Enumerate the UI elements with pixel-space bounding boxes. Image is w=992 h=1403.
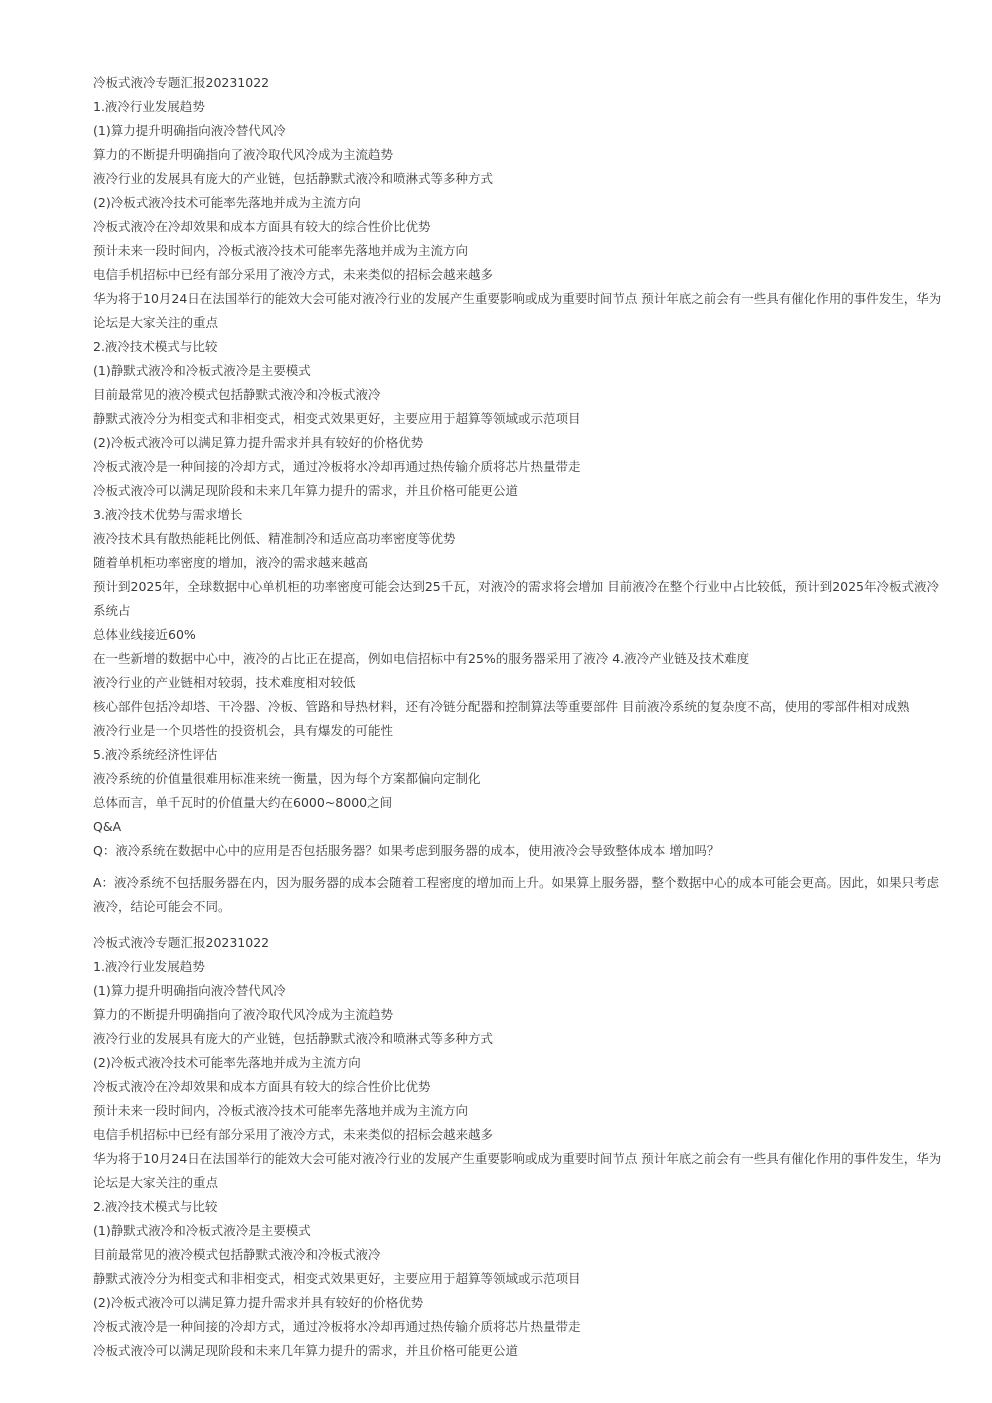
text-line: 3.液冷技术优势与需求增长 <box>93 507 243 522</box>
text-line: (1)静默式液冷和冷板式液冷是主要模式 <box>93 363 311 378</box>
text-line: 目前最常见的液冷模式包括静默式液冷和冷板式液冷 <box>93 387 381 402</box>
text-line: 液冷行业的产业链相对较弱，技术难度相对较低 <box>93 675 356 690</box>
text-line: 核心部件包括冷却塔、干冷器、冷板、管路和导热材料，还有冷链分配器和控制算法等重要部件 目前液冷系统的复杂度不高，使用的零部件相对成熟 <box>93 699 910 714</box>
text-line: 冷板式液冷可以满足现阶段和未来几年算力提升的需求，并且价格可能更公道 <box>93 1343 519 1358</box>
text-line: 1.液冷行业发展趋势 <box>93 99 205 114</box>
text-line: 2.液冷技术模式与比较 <box>93 339 218 354</box>
text-line: 目前最常见的液冷模式包括静默式液冷和冷板式液冷 <box>93 1247 381 1262</box>
text-line: 液冷行业的发展具有庞大的产业链，包括静默式液冷和喷淋式等多种方式 <box>93 171 494 186</box>
text-line: 冷板式液冷专题汇报20231022 <box>93 935 270 950</box>
text-line: 华为将于10月24日在法国举行的能效大会可能对液冷行业的发展产生重要影响或成为重要时间节点 预计年底之前会有一些具有催化作用的事件发生，华为论坛是大家关注的重点 <box>93 291 942 330</box>
text-line: (2)冷板式液冷技术可能率先落地并成为主流方向 <box>93 1055 361 1070</box>
text-line: (1)静默式液冷和冷板式液冷是主要模式 <box>93 1223 311 1238</box>
text-line: 1.液冷行业发展趋势 <box>93 959 205 974</box>
text-line: 总体而言，单千瓦时的价值量大约在6000~8000之间 <box>93 795 393 810</box>
text-line: 电信手机招标中已经有部分采用了液冷方式，未来类似的招标会越来越多 <box>93 1127 494 1142</box>
report-section-repeat <box>93 931 945 1363</box>
text-line: 预计到2025年，全球数据中心单机柜的功率密度可能会达到25千瓦，对液冷的需求将会增加 目前液冷在整个行业中占比较低，预计到2025年冷板式液冷系统占 <box>93 579 940 618</box>
text-line: 静默式液冷分为相变式和非相变式，相变式效果更好，主要应用于超算等领域或示范项目 <box>93 1271 581 1286</box>
text-line: 冷板式液冷在冷却效果和成本方面具有较大的综合性价比优势 <box>93 219 431 234</box>
text-line: 算力的不断提升明确指向了液冷取代风冷成为主流趋势 <box>93 147 394 162</box>
text-line: 电信手机招标中已经有部分采用了液冷方式，未来类似的招标会越来越多 <box>93 267 494 282</box>
text-line: 冷板式液冷在冷却效果和成本方面具有较大的综合性价比优势 <box>93 1079 431 1094</box>
text-line: (1)算力提升明确指向液冷替代风冷 <box>93 123 286 138</box>
text-line: 随着单机柜功率密度的增加，液冷的需求越来越高 <box>93 555 369 570</box>
text-line: 5.液冷系统经济性评估 <box>93 747 218 762</box>
text-line: (2)冷板式液冷技术可能率先落地并成为主流方向 <box>93 195 361 210</box>
text-line: 液冷行业的发展具有庞大的产业链，包括静默式液冷和喷淋式等多种方式 <box>93 1031 494 1046</box>
text-line: (2)冷板式液冷可以满足算力提升需求并具有较好的价格优势 <box>93 435 424 450</box>
text-line: 液冷行业是一个贝塔性的投资机会，具有爆发的可能性 <box>93 723 394 738</box>
paragraph-gap <box>93 863 945 871</box>
text-line: 华为将于10月24日在法国举行的能效大会可能对液冷行业的发展产生重要影响或成为重要时间节点 预计年底之前会有一些具有催化作用的事件发生，华为论坛是大家关注的重点 <box>93 1151 942 1190</box>
text-line: Q&A <box>93 819 122 834</box>
report-section-first <box>93 71 945 863</box>
text-line: 预计未来一段时间内，冷板式液冷技术可能率先落地并成为主流方向 <box>93 1103 469 1118</box>
document-page <box>93 71 945 1363</box>
text-line: 预计未来一段时间内，冷板式液冷技术可能率先落地并成为主流方向 <box>93 243 469 258</box>
text-line: 2.液冷技术模式与比较 <box>93 1199 218 1214</box>
text-line: 总体业线接近60% <box>93 627 196 642</box>
answer-paragraph: A：液冷系统不包括服务器在内，因为服务器的成本会随着工程密度的增加而上升。如果算上服务器，整个数据中心的成本可能会更高。因此，如果只考虑液冷，结论可能会不同。 <box>93 875 940 914</box>
text-line: (2)冷板式液冷可以满足算力提升需求并具有较好的价格优势 <box>93 1295 424 1310</box>
text-line: 静默式液冷分为相变式和非相变式，相变式效果更好，主要应用于超算等领域或示范项目 <box>93 411 581 426</box>
text-line: Q：液冷系统在数据中心中的应用是否包括服务器？如果考虑到服务器的成本，使用液冷会导致整体成本 增加吗？ <box>93 843 720 858</box>
text-line: 冷板式液冷可以满足现阶段和未来几年算力提升的需求，并且价格可能更公道 <box>93 483 519 498</box>
text-line: (1)算力提升明确指向液冷替代风冷 <box>93 983 286 998</box>
text-line: 冷板式液冷专题汇报20231022 <box>93 75 270 90</box>
section-gap <box>93 919 945 931</box>
text-line: 液冷系统的价值量很难用标准来统一衡量，因为每个方案都偏向定制化 <box>93 771 481 786</box>
text-line: 在一些新增的数据中心中，液冷的占比正在提高，例如电信招标中有25%的服务器采用了液冷 4.液冷产业链及技术难度 <box>93 651 750 666</box>
text-line: 冷板式液冷是一种间接的冷却方式，通过冷板将水冷却再通过热传输介质将芯片热量带走 <box>93 1319 581 1334</box>
text-line: 冷板式液冷是一种间接的冷却方式，通过冷板将水冷却再通过热传输介质将芯片热量带走 <box>93 459 581 474</box>
text-line: 算力的不断提升明确指向了液冷取代风冷成为主流趋势 <box>93 1007 394 1022</box>
text-line: 液冷技术具有散热能耗比例低、精准制冷和适应高功率密度等优势 <box>93 531 456 546</box>
